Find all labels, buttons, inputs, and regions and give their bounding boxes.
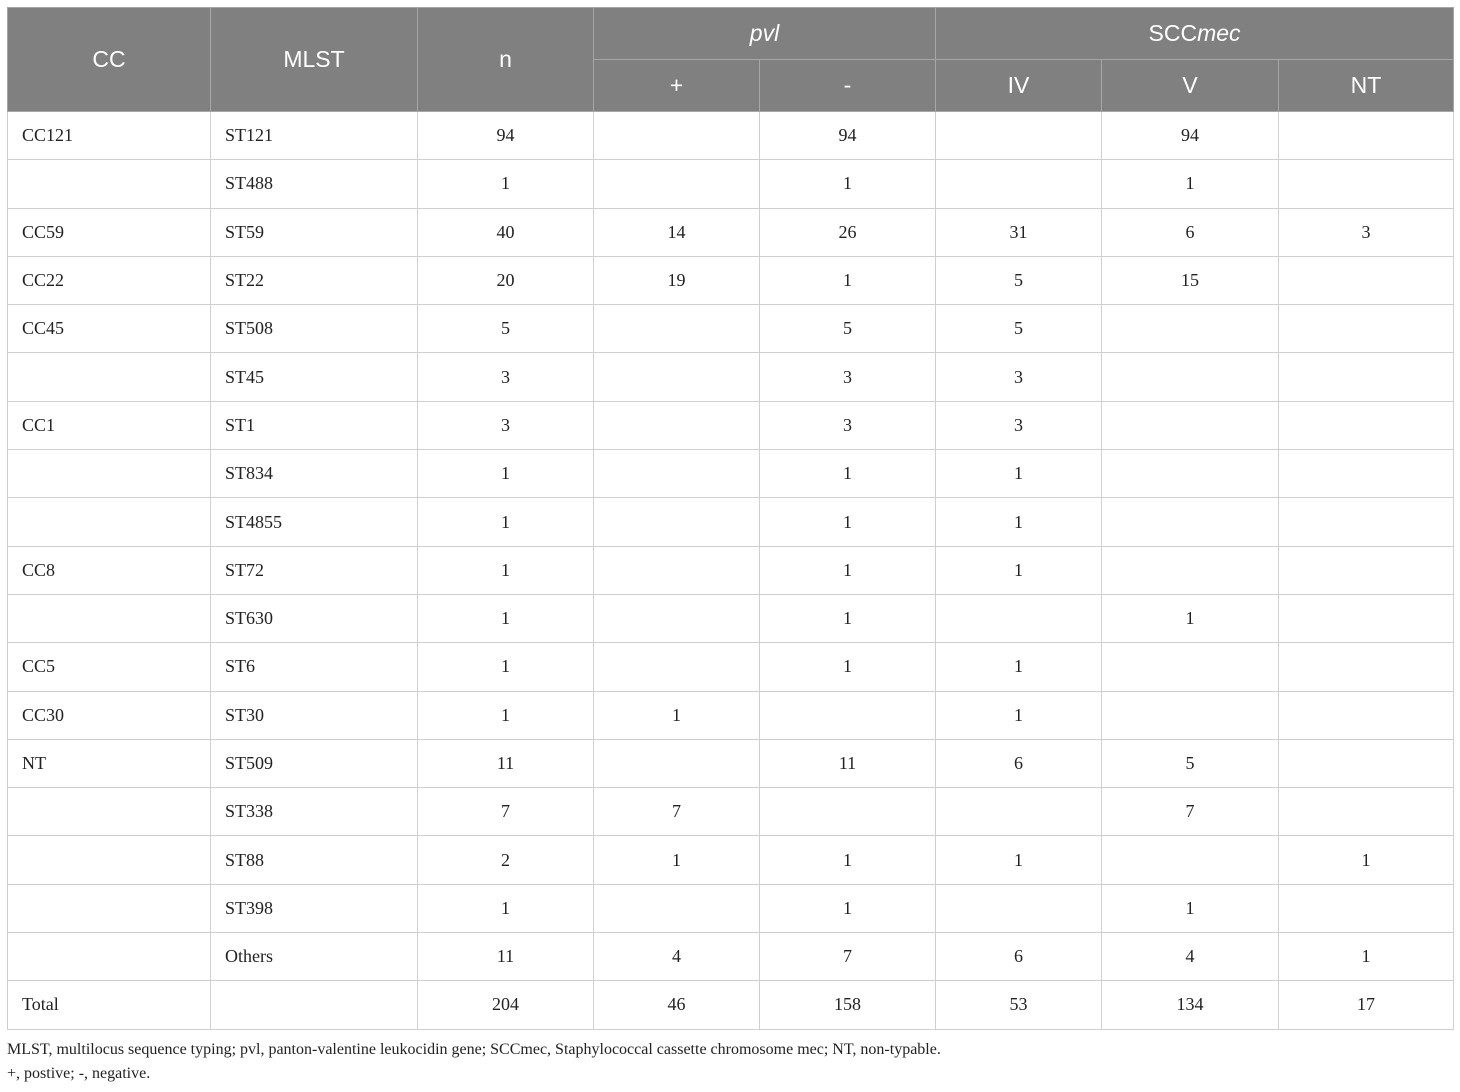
cell-sccmec-iv: 1 <box>936 643 1102 691</box>
cell-sccmec-nt <box>1279 401 1454 449</box>
cell-mlst: ST338 <box>211 788 418 836</box>
cell-sccmec-nt: 3 <box>1279 208 1454 256</box>
cell-n: 20 <box>418 256 594 304</box>
cell-cc <box>8 450 211 498</box>
cell-sccmec-nt <box>1279 739 1454 787</box>
cell-pvl-negative: 1 <box>760 450 936 498</box>
table-row <box>8 353 1454 401</box>
cell-sccmec-nt: 1 <box>1279 933 1454 981</box>
cell-pvl-negative: 5 <box>760 305 936 353</box>
cell-pvl-negative: 1 <box>760 160 936 208</box>
cell-cc <box>8 788 211 836</box>
header-sccmec-iv: IV <box>936 60 1102 112</box>
cell-sccmec-iv: 1 <box>936 546 1102 594</box>
cell-sccmec-v: 7 <box>1102 788 1279 836</box>
cell-sccmec-nt <box>1279 498 1454 546</box>
cell-n: 1 <box>418 160 594 208</box>
cell-cc <box>8 884 211 932</box>
cell-sccmec-iv: 53 <box>936 981 1102 1029</box>
cell-mlst: ST88 <box>211 836 418 884</box>
cell-pvl-negative: 1 <box>760 884 936 932</box>
cell-sccmec-nt: 1 <box>1279 836 1454 884</box>
cell-n: 40 <box>418 208 594 256</box>
cell-cc <box>8 160 211 208</box>
cell-pvl-positive <box>594 884 760 932</box>
cell-cc <box>8 836 211 884</box>
header-sccmec-nt: NT <box>1279 60 1454 112</box>
table-row <box>8 884 1454 932</box>
cell-n: 1 <box>418 594 594 642</box>
table-row <box>8 933 1454 981</box>
table-row <box>8 112 1454 160</box>
cell-mlst: ST121 <box>211 112 418 160</box>
cell-sccmec-v <box>1102 498 1279 546</box>
cell-sccmec-iv <box>936 160 1102 208</box>
cell-cc: CC45 <box>8 305 211 353</box>
table-row <box>8 450 1454 498</box>
cell-n: 94 <box>418 112 594 160</box>
cell-cc: CC8 <box>8 546 211 594</box>
header-cc: CC <box>8 8 211 112</box>
cell-cc <box>8 594 211 642</box>
cell-pvl-negative: 3 <box>760 353 936 401</box>
header-n: n <box>418 8 594 112</box>
cell-sccmec-v <box>1102 691 1279 739</box>
cell-sccmec-v: 15 <box>1102 256 1279 304</box>
header-sccmec-suffix: mec <box>1197 20 1241 46</box>
cell-sccmec-iv <box>936 788 1102 836</box>
cell-sccmec-iv: 5 <box>936 305 1102 353</box>
results-table <box>7 7 1454 1030</box>
table-row <box>8 546 1454 594</box>
table-row <box>8 208 1454 256</box>
cell-pvl-negative <box>760 691 936 739</box>
cell-pvl-negative: 26 <box>760 208 936 256</box>
cell-sccmec-nt <box>1279 884 1454 932</box>
cell-pvl-positive <box>594 305 760 353</box>
cell-mlst: ST1 <box>211 401 418 449</box>
cell-n: 204 <box>418 981 594 1029</box>
cell-pvl-negative: 1 <box>760 594 936 642</box>
cell-sccmec-v: 6 <box>1102 208 1279 256</box>
footnote-symbols: +, postive; -, negative. <box>7 1065 151 1082</box>
cell-sccmec-v <box>1102 450 1279 498</box>
cell-sccmec-v: 1 <box>1102 594 1279 642</box>
cell-pvl-positive: 7 <box>594 788 760 836</box>
cell-cc: CC30 <box>8 691 211 739</box>
cell-cc: CC59 <box>8 208 211 256</box>
table-row <box>8 788 1454 836</box>
cell-pvl-negative: 158 <box>760 981 936 1029</box>
table-row <box>8 739 1454 787</box>
cell-cc <box>8 933 211 981</box>
cell-n: 3 <box>418 401 594 449</box>
cell-cc: NT <box>8 739 211 787</box>
cell-sccmec-v <box>1102 305 1279 353</box>
cell-sccmec-v <box>1102 643 1279 691</box>
cell-mlst: ST4855 <box>211 498 418 546</box>
cell-pvl-positive <box>594 546 760 594</box>
cell-sccmec-v: 94 <box>1102 112 1279 160</box>
cell-sccmec-nt <box>1279 450 1454 498</box>
cell-sccmec-iv: 6 <box>936 933 1102 981</box>
cell-mlst: ST834 <box>211 450 418 498</box>
cell-mlst: ST72 <box>211 546 418 594</box>
header-mlst: MLST <box>211 8 418 112</box>
header-sccmec-prefix: SCC <box>1148 20 1198 46</box>
cell-pvl-negative <box>760 788 936 836</box>
cell-n: 11 <box>418 933 594 981</box>
cell-cc: CC121 <box>8 112 211 160</box>
cell-n: 11 <box>418 739 594 787</box>
table-row <box>8 305 1454 353</box>
cell-n: 1 <box>418 884 594 932</box>
cell-pvl-positive: 14 <box>594 208 760 256</box>
cell-mlst: Others <box>211 933 418 981</box>
table-row <box>8 981 1454 1029</box>
cell-sccmec-iv <box>936 594 1102 642</box>
table-body <box>8 112 1454 1030</box>
cell-sccmec-v: 5 <box>1102 739 1279 787</box>
cell-pvl-positive <box>594 112 760 160</box>
cell-sccmec-nt <box>1279 546 1454 594</box>
cell-sccmec-nt <box>1279 788 1454 836</box>
cell-pvl-negative: 11 <box>760 739 936 787</box>
cell-sccmec-nt <box>1279 305 1454 353</box>
cell-pvl-positive <box>594 643 760 691</box>
cell-sccmec-nt: 17 <box>1279 981 1454 1029</box>
cell-sccmec-v: 4 <box>1102 933 1279 981</box>
header-sccmec-v: V <box>1102 60 1279 112</box>
cell-pvl-positive <box>594 739 760 787</box>
cell-pvl-positive <box>594 353 760 401</box>
cell-n: 3 <box>418 353 594 401</box>
cell-mlst: ST6 <box>211 643 418 691</box>
table-row <box>8 836 1454 884</box>
cell-n: 1 <box>418 450 594 498</box>
cell-pvl-positive <box>594 498 760 546</box>
cell-cc: CC1 <box>8 401 211 449</box>
cell-pvl-positive <box>594 450 760 498</box>
cell-mlst: ST59 <box>211 208 418 256</box>
cell-pvl-positive: 46 <box>594 981 760 1029</box>
cell-sccmec-iv: 1 <box>936 450 1102 498</box>
cell-pvl-negative: 3 <box>760 401 936 449</box>
cell-sccmec-iv: 1 <box>936 498 1102 546</box>
footnote-abbreviations: MLST, multilocus sequence typing; pvl, panton-valentine leukocidin gene; SCCmec, Staphylococcal cassette chromosome mec; NT, non-typable. <box>7 1041 941 1058</box>
cell-pvl-positive <box>594 401 760 449</box>
cell-pvl-positive: 1 <box>594 836 760 884</box>
cell-cc: CC22 <box>8 256 211 304</box>
cell-mlst: ST22 <box>211 256 418 304</box>
cell-mlst: ST509 <box>211 739 418 787</box>
cell-sccmec-nt <box>1279 353 1454 401</box>
cell-pvl-negative: 1 <box>760 498 936 546</box>
cell-sccmec-iv: 6 <box>936 739 1102 787</box>
cell-n: 1 <box>418 691 594 739</box>
cell-mlst: ST508 <box>211 305 418 353</box>
table-header <box>8 8 1454 112</box>
cell-n: 7 <box>418 788 594 836</box>
cell-n: 2 <box>418 836 594 884</box>
cell-pvl-positive <box>594 160 760 208</box>
cell-sccmec-iv: 1 <box>936 691 1102 739</box>
header-pvl-positive: + <box>594 60 760 112</box>
cell-sccmec-nt <box>1279 594 1454 642</box>
cell-sccmec-iv: 5 <box>936 256 1102 304</box>
cell-sccmec-iv: 3 <box>936 401 1102 449</box>
cell-mlst: ST488 <box>211 160 418 208</box>
cell-sccmec-v <box>1102 836 1279 884</box>
cell-sccmec-iv <box>936 884 1102 932</box>
cell-mlst: ST398 <box>211 884 418 932</box>
table-row <box>8 594 1454 642</box>
cell-mlst: ST45 <box>211 353 418 401</box>
cell-pvl-negative: 7 <box>760 933 936 981</box>
cell-pvl-positive <box>594 594 760 642</box>
cell-sccmec-iv: 31 <box>936 208 1102 256</box>
header-pvl-negative: - <box>760 60 936 112</box>
cell-pvl-negative: 1 <box>760 643 936 691</box>
cell-sccmec-v: 1 <box>1102 884 1279 932</box>
cell-sccmec-v <box>1102 353 1279 401</box>
cell-cc <box>8 353 211 401</box>
table-row <box>8 643 1454 691</box>
cell-mlst: ST30 <box>211 691 418 739</box>
cell-sccmec-iv: 1 <box>936 836 1102 884</box>
cell-n: 1 <box>418 498 594 546</box>
cell-sccmec-v: 134 <box>1102 981 1279 1029</box>
cell-sccmec-iv <box>936 112 1102 160</box>
cell-cc: CC5 <box>8 643 211 691</box>
header-sccmec <box>936 8 1454 60</box>
cell-sccmec-v: 1 <box>1102 160 1279 208</box>
cell-pvl-negative: 1 <box>760 836 936 884</box>
cell-pvl-positive: 1 <box>594 691 760 739</box>
table-row <box>8 256 1454 304</box>
table-row <box>8 498 1454 546</box>
cell-sccmec-nt <box>1279 112 1454 160</box>
cell-n: 1 <box>418 643 594 691</box>
cell-pvl-positive: 4 <box>594 933 760 981</box>
cell-sccmec-iv: 3 <box>936 353 1102 401</box>
cell-n: 5 <box>418 305 594 353</box>
cell-n: 1 <box>418 546 594 594</box>
cell-sccmec-nt <box>1279 691 1454 739</box>
cell-sccmec-nt <box>1279 643 1454 691</box>
cell-mlst: ST630 <box>211 594 418 642</box>
cell-pvl-negative: 1 <box>760 546 936 594</box>
cell-sccmec-nt <box>1279 160 1454 208</box>
cell-pvl-negative: 94 <box>760 112 936 160</box>
table-row <box>8 691 1454 739</box>
table-row <box>8 401 1454 449</box>
cell-cc: Total <box>8 981 211 1029</box>
cell-sccmec-v <box>1102 401 1279 449</box>
cell-pvl-negative: 1 <box>760 256 936 304</box>
cell-mlst <box>211 981 418 1029</box>
cell-sccmec-v <box>1102 546 1279 594</box>
header-pvl: pvl <box>594 8 936 60</box>
table-row <box>8 160 1454 208</box>
cell-sccmec-nt <box>1279 256 1454 304</box>
cell-cc <box>8 498 211 546</box>
cell-pvl-positive: 19 <box>594 256 760 304</box>
